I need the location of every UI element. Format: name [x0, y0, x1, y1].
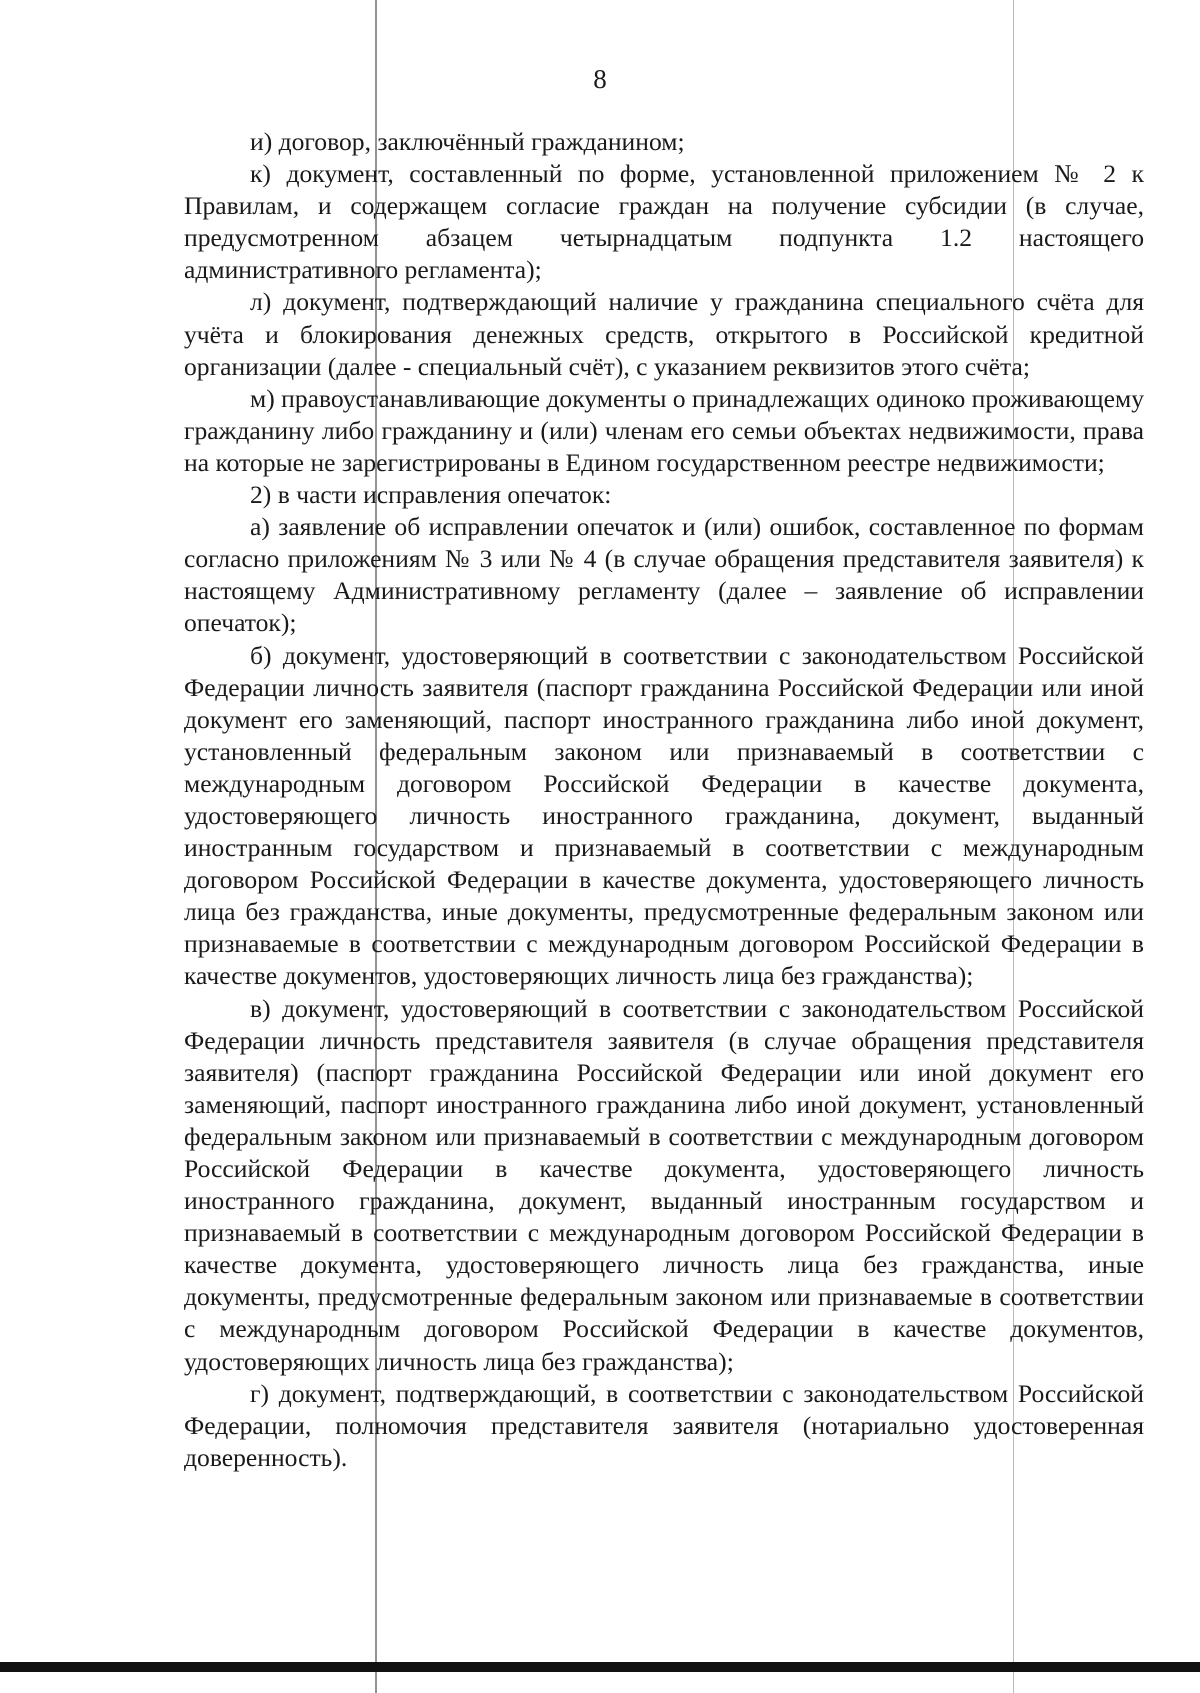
paragraph-v: в) документ, удостоверяющий в соответствии с законодательством Российской Федерации личность представителя заявителя (в случае обращения представителя заявителя) (паспорт гражданина Российской Федерации или иной документ его заменяющий, паспорт иностранного гражданина либо иной документ, установленный федеральным законом или признаваемый в соответствии с международным договором Российской Федерации в качестве документа, удостоверяющего личность иностранного гражданина, документ, выданный иностранным государством и признаваемый в соответствии с международным договором Российской Федерации в качестве документа, удостоверяющего личность лица без гражданства, иные документы, предусмотренные федеральным законом или признаваемые в соответствии с международным договором Российской Федерации в качестве документов, удостоверяющих личность лица без гражданства);: [184, 993, 1144, 1376]
paragraph-m: м) правоустанавливающие документы о принадлежащих одиноко проживающему гражданину либо гражданину и (или) членам его семьи объектах недвижимости, права на которые не зарегистрированы в Едином государственном реестре недвижимости;: [184, 383, 1144, 477]
paragraph-a: а) заявление об исправлении опечаток и (или) ошибок, составленное по формам согласно приложениям № 3 или № 4 (в случае обращения представителя заявителя) к настоящему Административному регламенту (далее – заявление об исправлении опечаток);: [184, 512, 1144, 638]
page-number: 8: [593, 64, 607, 94]
paragraph-l: л) документ, подтверждающий наличие у гражданина специального счёта для учёта и блокирования денежных средств, открытого в Российской кредитной организации (далее - специальный счёт), с указанием реквизитов этого счёта;: [184, 287, 1144, 381]
document-body: [184, 126, 1144, 1474]
paragraph-i: и) договор, заключённый гражданином;: [250, 127, 685, 156]
paragraph-b: б) документ, удостоверяющий в соответствии с законодательством Российской Федерации личность заявителя (паспорт гражданина Российской Федерации или иной документ его заменяющий, паспорт иностранного гражданина либо иной документ, установленный федеральным законом или признаваемый в соответствии с международным договором Российской Федерации в качестве документа, удостоверяющего личность иностранного гражданина, документ, выданный иностранным государством и признаваемый в соответствии с международным договором Российской Федерации в качестве документа, удостоверяющего личность лица без гражданства, иные документы, предусмотренные федеральным законом или признаваемые в соответствии с международным договором Российской Федерации в качестве документов, удостоверяющих личность лица без гражданства);: [184, 640, 1144, 991]
paragraph-k: к) документ, составленный по форме, установленной приложением № 2 к Правилам, и содержащем согласие граждан на получение субсидии (в случае, предусмотренном абзацем четырнадцатым подпункта 1.2 настоящего административного регламента);: [184, 159, 1144, 285]
paragraph-g: г) документ, подтверждающий, в соответствии с законодательством Российской Федерации, полномочия представителя заявителя (нотариально удостоверенная доверенность).: [184, 1378, 1144, 1472]
paragraph-section-2: 2) в части исправления опечаток:: [250, 480, 612, 510]
scan-bottom-edge: [0, 1662, 1200, 1672]
